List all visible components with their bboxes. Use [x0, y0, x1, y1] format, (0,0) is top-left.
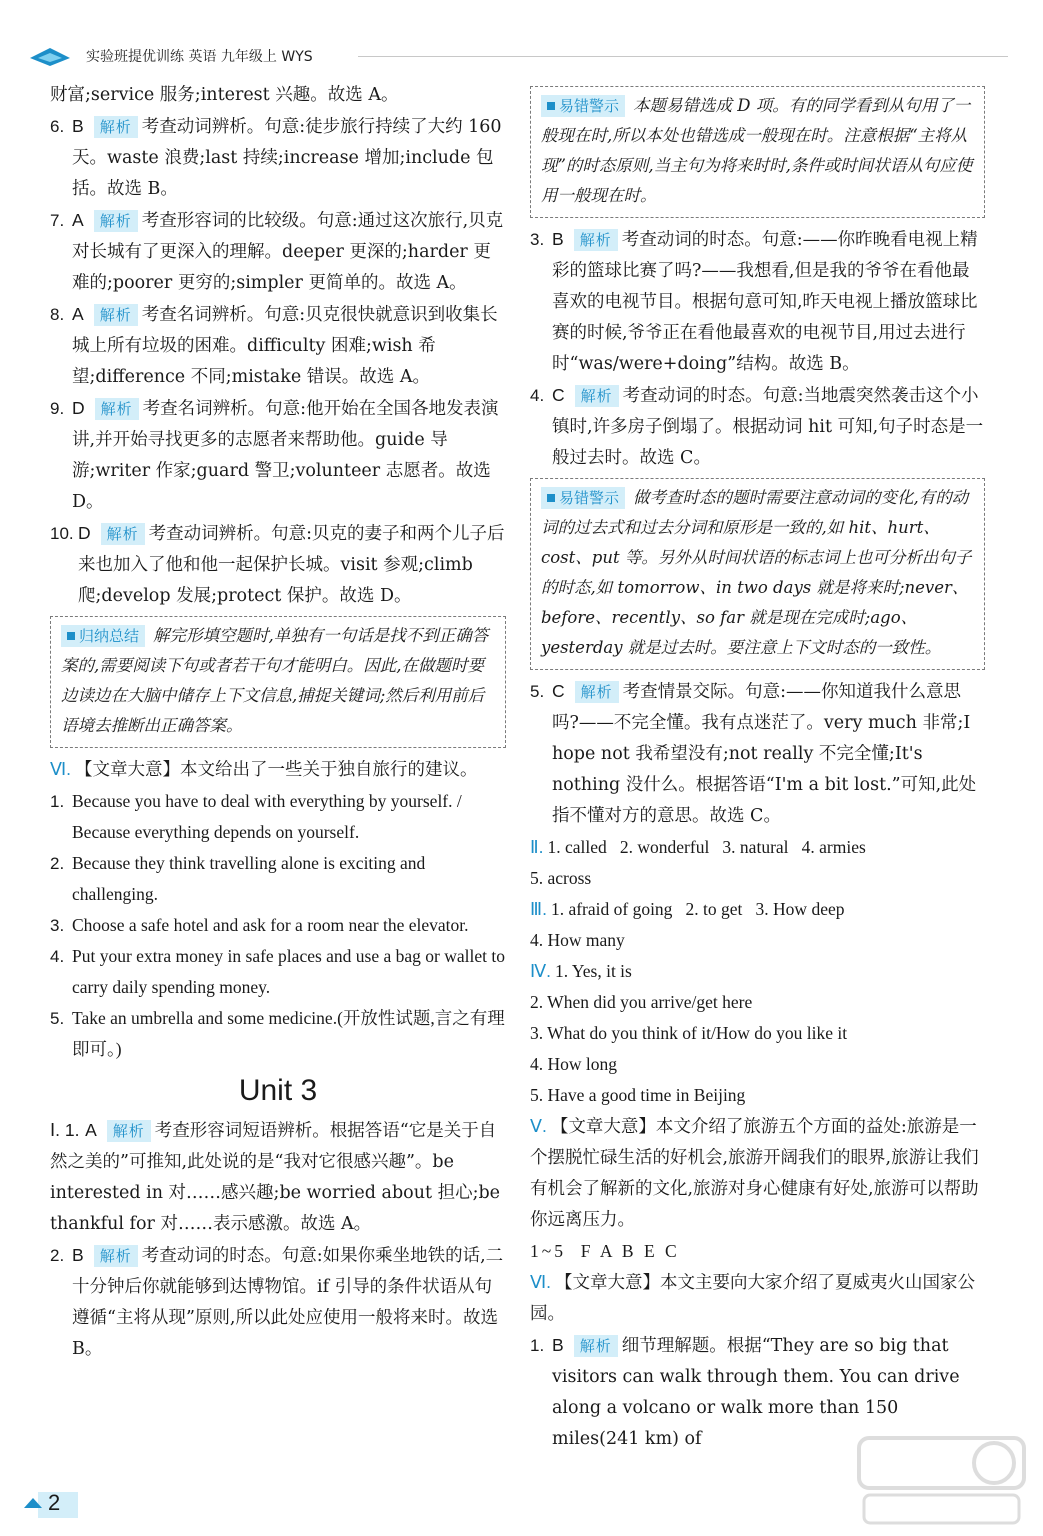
section-iv-line1: 1. Yes, it is [555, 961, 632, 981]
analysis-tag: 解析 [94, 210, 138, 232]
section-text: 【文章大意】本文给出了一些关于独自旅行的建议。 [75, 760, 478, 780]
intro-text: 财富;service 服务;interest 兴趣。故选 A。 [50, 85, 399, 105]
section-iv [530, 956, 985, 987]
warning-text: 做考查时态的题时需要注意动词的变化,有的动词的过去式和过去分词和原形是一致的,如 hit、hurt、cost、put 等。另外从时间状语的标志词上也可分析出句子的时态,如 tomorrow、in two days 就是将来时;never、before、recently、so far 就是现在完成时;ago、yesterday 就是过去时。要注意上下文时态的一致性。 [541, 488, 972, 657]
item-number: 7. [50, 211, 65, 230]
item-text: 考查动词的时态。句意:如果你乘坐地铁的话,二十分钟后你就能够到达博物馆。if 引导的条件状语从句遵循“主将从现”原则,所以此处应使用一般将来时。故选 B。 [72, 1246, 504, 1359]
item-number: 2. [50, 1246, 65, 1265]
item-answer: B [552, 1335, 564, 1355]
right-column [530, 86, 985, 1455]
section-iv-line5: 5. Have a good time in Beijing [530, 1085, 746, 1105]
answer-item-8 [50, 299, 506, 393]
analysis-tag: 解析 [94, 116, 138, 138]
header-rule [358, 56, 1008, 57]
item-text: 考查名词辨析。句意:贝克很快就意识到收集长城上所有垃圾的困难。difficulty 困难;wish 希望;difference 不同;mistake 错误。故选 A。 [72, 305, 498, 387]
analysis-tag: 解析 [101, 523, 145, 545]
answer-item-6 [50, 111, 506, 205]
analysis-tag: 解析 [574, 229, 618, 251]
vi-item-3: 3. Choose a safe hotel and ask for a room near the elevator. [50, 915, 469, 935]
arrow-up-icon [24, 1498, 42, 1508]
answer-item-7 [50, 205, 506, 299]
section-vi [530, 1267, 985, 1330]
analysis-tag: 解析 [575, 681, 619, 703]
section-iv-line2: 2. When did you arrive/get here [530, 992, 753, 1012]
warning-label: 易错警示 [541, 487, 625, 509]
item-number: 3. [530, 230, 545, 249]
summary-label: 归纳总结 [61, 625, 145, 647]
section-mark: Ⅳ. [530, 961, 552, 981]
page-number [24, 1490, 80, 1520]
summary-text: 解完形填空题时,单独有一句话是找不到正确答案的,需要阅读下句或者若干句才能明白。因此,在做题时要边读边在大脑中储存上下文信息,捕捉关键词;然后利用前后语境去推断出正确答案。 [61, 626, 489, 735]
page-header [28, 40, 988, 70]
section-mark: Ⅲ. [530, 899, 547, 919]
warning-label: 易错警示 [541, 95, 625, 117]
item-answer: A [72, 304, 84, 324]
answer-item-4 [530, 380, 985, 474]
analysis-tag: 解析 [94, 1245, 138, 1267]
warning-box-1 [530, 86, 985, 218]
item-text: 考查动词辨析。句意:贝克的妻子和两个儿子后来也加入了他和他一起保护长城。visit 参观;climb 爬;develop 发展;protect 保护。故选 D。 [78, 524, 505, 606]
section-iii-line2: 4. How many [530, 930, 625, 950]
section-mark: Ⅴ. [530, 1116, 547, 1136]
answer-item-3 [530, 224, 985, 380]
answer-item-10 [50, 518, 506, 612]
item-text: 考查动词的时态。句意:当地震突然袭击这个小镇时,许多房子倒塌了。根据动词 hit 可知,句子时态是一般过去时。故选 C。 [552, 386, 984, 468]
header-title: 实验班提优训练 英语 九年级上 WYS [86, 49, 313, 65]
analysis-tag: 解析 [574, 1335, 618, 1357]
item-answer: D [72, 398, 85, 418]
section-ii-line2: 5. across [530, 868, 592, 888]
summary-box [50, 616, 506, 748]
item-text: 考查动词辨析。句意:徒步旅行持续了大约 160 天。waste 浪费;last 持续;increase 增加;include 包括。故选 B。 [72, 117, 502, 199]
item-answer: C [552, 681, 565, 701]
left-column [50, 80, 506, 1365]
section-vi-text: 【文章大意】本文主要向大家介绍了夏威夷火山国家公园。 [530, 1273, 976, 1324]
section-iv-line4: 4. How long [530, 1054, 618, 1074]
item-answer: D [78, 523, 91, 543]
warning-box-2 [530, 478, 985, 670]
section-v-answers: 1~5 F A B E C [530, 1241, 680, 1261]
unit-item-2 [50, 1240, 506, 1365]
section-iii [530, 894, 985, 925]
analysis-tag: 解析 [107, 1120, 151, 1142]
item-text: 考查名词辨析。句意:他开始在全国各地发表演讲,并开始寻找更多的志愿者来帮助他。guide 导游;writer 作家;guard 警卫;volunteer 志愿者。故选 D。 [72, 399, 499, 512]
item-text: 考查情景交际。句意:——你知道我什么意思吗?——不完全懂。我有点迷茫了。very much 非常;I hope not 我希望没有;not really 不完全懂;It's nothing 没什么。根据答语“I'm a bit lost.”可知,此处指不懂对方的意思。故选 C。 [552, 682, 977, 826]
section-mark: Ⅱ. [530, 837, 544, 857]
item-text: 细节理解题。根据“They are so big that visitors can walk through them. You can drive along a volcano or walk more than 150 miles(241 km) of [552, 1336, 960, 1449]
item-answer: B [72, 116, 84, 136]
item-answer: C [552, 385, 565, 405]
item-number: 1. [530, 1336, 545, 1355]
section-iv-line3: 3. What do you think of it/How do you like it [530, 1023, 848, 1043]
item-number: 10. [50, 524, 74, 543]
section-iii-line1: 1. afraid of going 2. to get 3. How deep [550, 899, 845, 919]
item-number: 8. [50, 305, 65, 324]
item-answer: A [85, 1120, 97, 1140]
book-logo-icon [28, 44, 72, 68]
warning-text: 本题易错选成 D 项。有的同学看到从句用了一般现在时,所以本处也错选成一般现在时。注意根据“主将从现”的时态原则,当主句为将来时时,条件或时间状语从句应使用一般现在时。 [541, 96, 973, 205]
item-number: Ⅰ. 1. [50, 1120, 80, 1140]
analysis-tag: 解析 [94, 304, 138, 326]
item-answer: A [72, 210, 84, 230]
analysis-tag: 解析 [575, 385, 619, 407]
section-v [530, 1111, 985, 1236]
item-number: 5. [530, 682, 545, 701]
item-text: 考查形容词短语辨析。根据答语“它是关于自然之美的”可推知,此处说的是“我对它很感兴趣”。be interested in 对……感兴趣;be worried about 担心;be thankful for 对……表示感激。故选 A。 [50, 1121, 501, 1234]
item-number: 9. [50, 399, 65, 418]
answer-item-5 [530, 676, 985, 832]
item-answer: B [552, 229, 564, 249]
section-mark: Ⅵ. [530, 1272, 552, 1292]
section-ii-line1: 1. called 2. wonderful 3. natural 4. armies [547, 837, 866, 857]
item-number: 4. [530, 386, 545, 405]
section-ii [530, 832, 985, 863]
section-vi-intro [50, 754, 506, 786]
watermark-logo-icon [854, 1433, 1029, 1528]
item-text: 考查动词的时态。句意:——你昨晚看电视上精彩的篮球比赛了吗?——我想看,但是我的爷爷在看他最喜欢的电视节目。根据句意可知,昨天电视上播放篮球比赛的时候,爷爷正在看他最喜欢的电视节目,用过去进行时“was/were+doing”结构。故选 B。 [552, 230, 978, 374]
section-mark: Ⅵ. [50, 759, 72, 779]
section-v-text: 【文章大意】本文介绍了旅游五个方面的益处:旅游是一个摆脱忙碌生活的好机会,旅游开阔我们的眼界,旅游让我们有机会了解新的文化,旅游对身心健康有好处,旅游可以帮助你远离压力。 [530, 1117, 979, 1230]
unit-title: Unit 3 [238, 1074, 318, 1107]
vi-item-1: 1. Because you have to deal with everything by yourself. / Because everything depends on yourself. [50, 791, 462, 842]
page-number-text: 2 [48, 1490, 61, 1515]
item-text: 考查形容词的比较级。句意:通过这次旅行,贝克对长城有了更深入的理解。deeper 更深的;harder 更难的;poorer 更穷的;simpler 更简单的。故选 A。 [72, 211, 504, 293]
answer-item-9 [50, 393, 506, 518]
vi-item-5: 5. Take an umbrella and some medicine.(开放性试题,言之有理即可。) [50, 1008, 505, 1059]
unit-item-1 [50, 1115, 506, 1240]
item-number: 6. [50, 117, 65, 136]
vi-item-4: 4. Put your extra money in safe places and use a bag or wallet to carry daily spending money. [50, 946, 505, 997]
analysis-tag: 解析 [95, 398, 139, 420]
vi-item-2: 2. Because they think travelling alone is exciting and challenging. [50, 853, 426, 904]
item-answer: B [72, 1245, 84, 1265]
